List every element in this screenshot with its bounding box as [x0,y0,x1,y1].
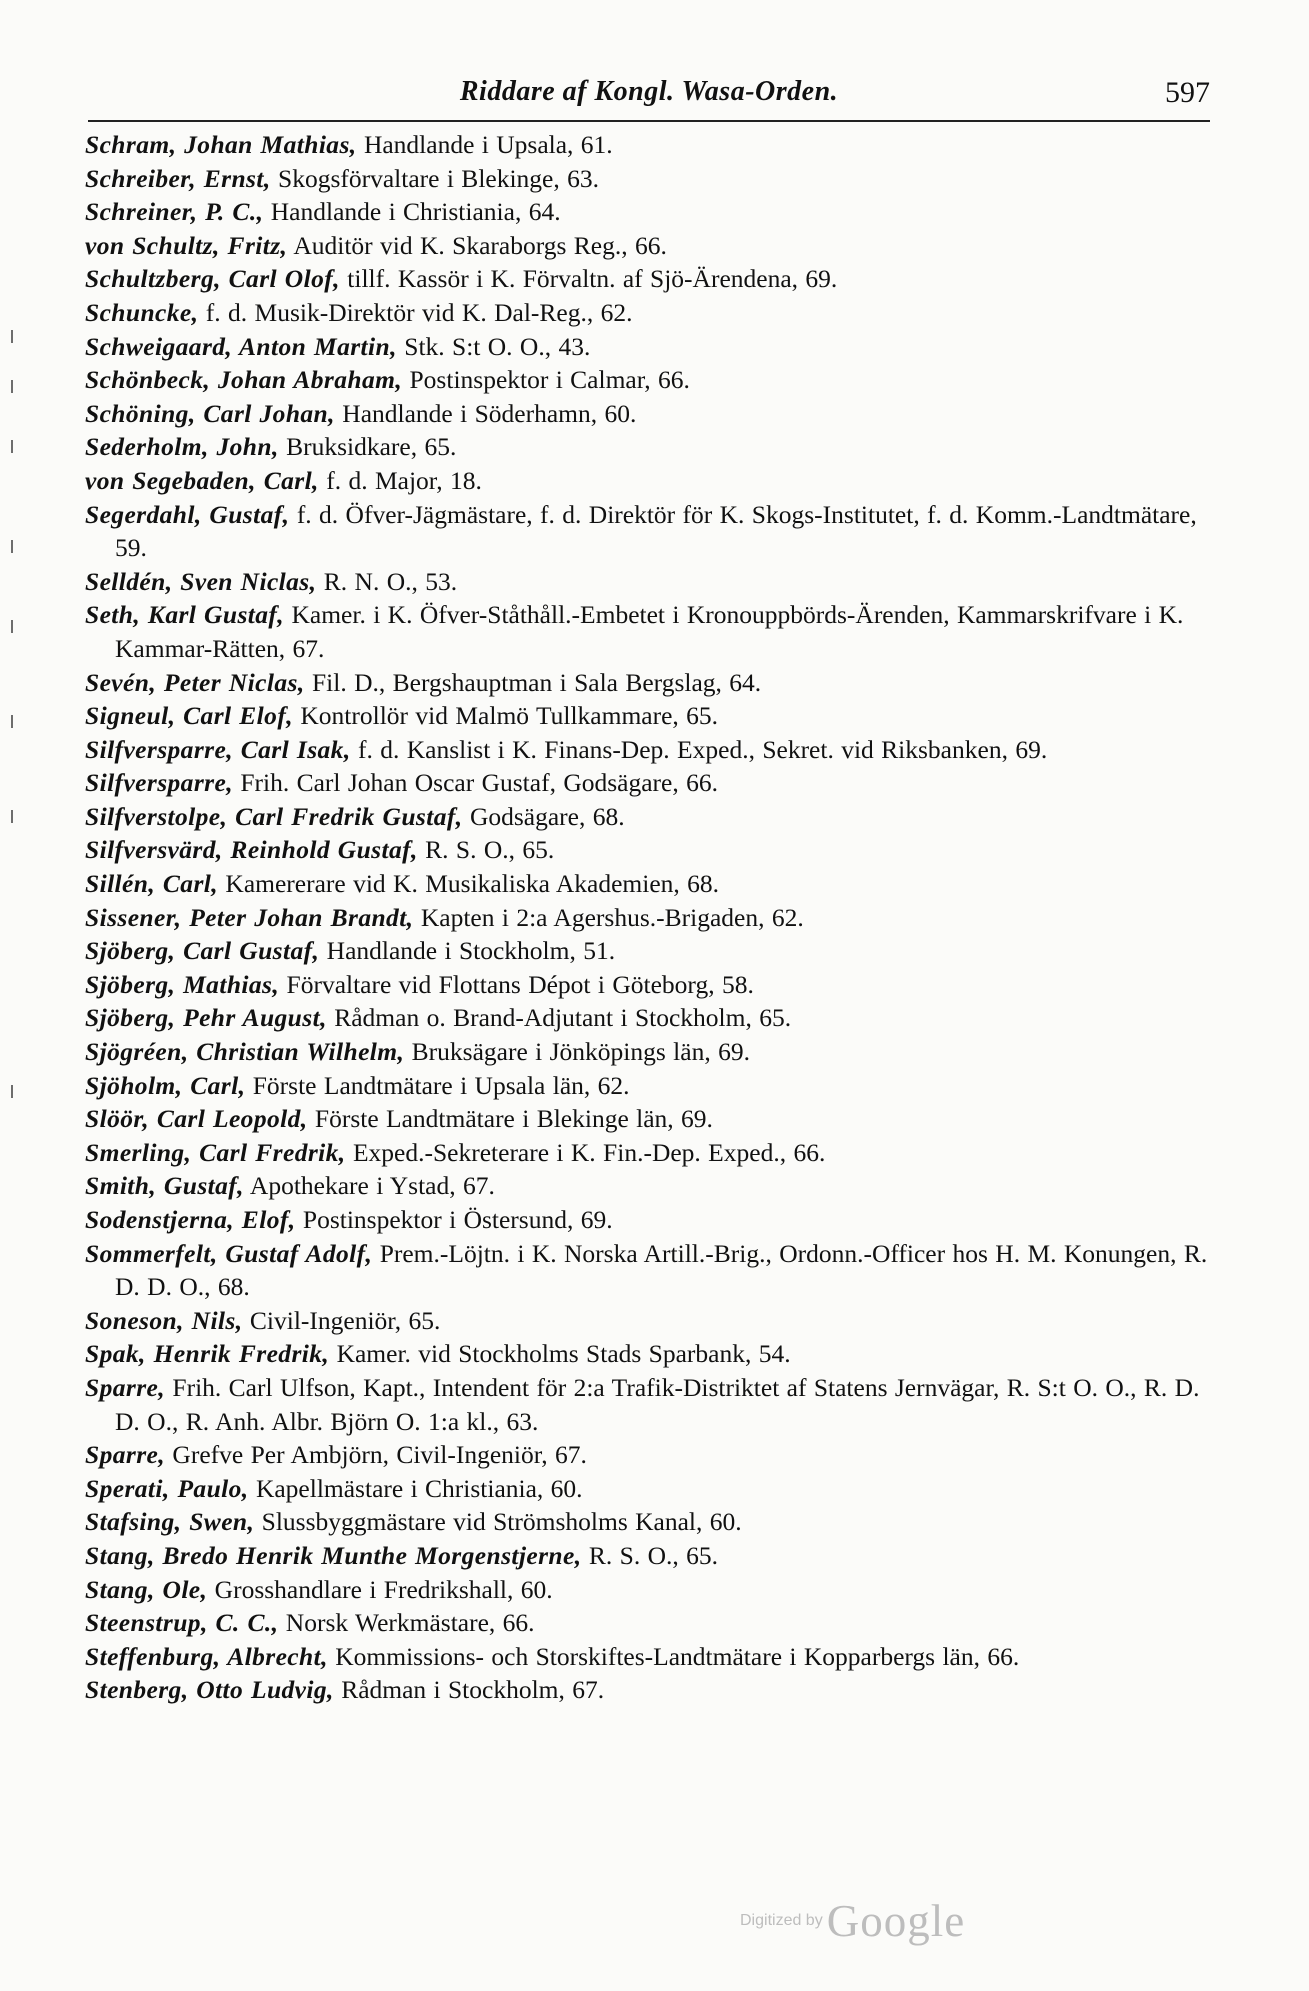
register-entry [85,464,1225,498]
entry-name: Stafsing, Swen, [85,1507,255,1537]
margin-mark [11,715,13,728]
margin-mark [11,810,13,823]
entry-description: Apothekare i Ystad, 67. [249,1171,495,1201]
entry-description: Stk. S:t O. O., 43. [404,331,591,361]
entry-name: Sevén, Peter Niclas, [85,667,305,697]
entry-name: Stang, Bredo Henrik Munthe Morgenstjerne, [85,1540,582,1570]
register-entry [85,766,1225,800]
entry-name: Schweigaard, Anton Martin, [85,331,397,361]
entry-description: tillf. Kassör i K. Förvaltn. af Sjö-Ärendena, 69. [347,264,838,294]
entry-name: Sodenstjerna, Elof, [85,1205,296,1234]
entry-description: Grefve Per Ambjörn, Civil-Ingeniör, 67. [172,1440,587,1470]
entry-description: Förste Landtmätare i Upsala län, 62. [252,1070,630,1100]
register-entry [85,565,1225,599]
register-entry [85,1337,1225,1371]
entry-description: Civil-Ingeniör, 65. [249,1305,441,1335]
register-entry [85,1304,1225,1338]
entry-name: Sparre, [85,1372,166,1402]
register-entry [85,229,1225,263]
entry-description: Kamer. vid Stockholms Stads Sparbank, 54. [336,1339,791,1369]
entry-name: Schram, Johan Mathias, [85,130,357,159]
entry-description: Handlande i Stockholm, 51. [326,936,616,966]
margin-mark [11,330,13,343]
entry-name: Sederholm, John, [85,432,279,462]
entry-name: Stang, Ole, [85,1574,208,1604]
entry-description: Handlande i Söderhamn, 60. [342,398,637,428]
entry-name: Sommerfelt, Gustaf Adolf, [85,1238,373,1268]
entry-description: Kamer. i K. Öfver-Ståthåll.-Embetet i Kronouppbörds-Ärenden, Kammarskrifvare i K. Kammar-Rätten, 67. [115,600,1184,663]
entry-description: Postinspektor i Östersund, 69. [302,1205,613,1234]
register-entry [85,968,1225,1002]
register-entry [85,833,1225,867]
google-wordmark: Google [826,1896,966,1946]
register-entry [85,1640,1225,1674]
margin-mark [11,1085,13,1098]
margin-mark [11,540,13,553]
entry-name: Steenstrup, C. C., [85,1608,279,1638]
entry-description: f. d. Major, 18. [326,465,482,495]
entry-description: Prem.-Löjtn. i K. Norska Artill.-Brig., Ordonn.-Officer hos H. M. Konungen, R. D. D. O., 68. [115,1238,1208,1302]
register-entry [85,1573,1225,1607]
entry-description: Bruksägare i Jönköpings län, 69. [411,1037,750,1067]
entry-description: Kontrollör vid Malmö Tullkammare, 65. [300,701,719,731]
entry-description: Fil. D., Bergshauptman i Sala Bergslag, 64. [312,667,762,697]
entry-name: Sjöberg, Pehr August, [85,1003,327,1033]
entry-name: Sjögréen, Christian Wilhelm, [85,1037,405,1067]
entry-name: Sillén, Carl, [85,869,219,899]
entry-name: Silfversvärd, Reinhold Gustaf, [85,835,418,865]
entry-name: Spak, Henrik Fredrik, [85,1339,330,1369]
entry-description: Norsk Werkmästare, 66. [285,1608,535,1638]
register-entry [85,1035,1225,1069]
register-entry [85,430,1225,464]
entry-name: Schuncke, [85,297,199,327]
register-entry [85,363,1225,397]
entry-description: R. S. O., 65. [425,835,555,865]
register-entry [85,666,1225,700]
entry-description: Handlande i Christiania, 64. [270,197,561,227]
entry-description: Frih. Carl Ulfson, Kapt., Intendent för 2:a Trafik-Distriktet af Statens Jernvägar, R. S:t O. O., R. D. D. O., R. Anh. Albr. Björn O. 1:a kl., 63. [115,1372,1200,1436]
entry-name: Seth, Karl Gustaf, [85,600,285,630]
entry-name: Sparre, [85,1440,166,1470]
register-entry [85,1102,1225,1136]
register-entry [85,1505,1225,1539]
register-entry [85,1169,1225,1203]
entry-description: Förste Landtmätare i Blekinge län, 69. [314,1104,713,1134]
entry-name: Schönbeck, Johan Abraham, [85,365,403,395]
entry-description: Auditör vid K. Skaraborgs Reg., 66. [293,230,667,260]
entry-name: Silfverstolpe, Carl Fredrik Gustaf, [85,801,463,831]
register-entry [85,397,1225,431]
entry-description: Skogsförvaltare i Blekinge, 63. [278,163,599,193]
digitized-by-label: Digitized by [740,1912,823,1929]
entry-description: Rådman i Stockholm, 67. [341,1675,605,1705]
register-entry [85,934,1225,968]
entry-name: Sjöberg, Carl Gustaf, [85,936,320,966]
entry-name: Sjöholm, Carl, [85,1070,246,1100]
entry-name: Schreiner, P. C., [85,197,264,227]
margin-mark [11,440,13,453]
entry-description: R. S. O., 65. [588,1540,718,1570]
entry-name: Silfversparre, Carl Isak, [85,734,351,764]
entry-description: Bruksidkare, 65. [286,432,457,462]
entry-name: Stenberg, Otto Ludvig, [85,1675,334,1705]
register-entry [85,1237,1225,1304]
register-entry [85,867,1225,901]
entry-description: Postinspektor i Calmar, 66. [409,365,690,395]
entry-name: Sissener, Peter Johan Brandt, [85,902,414,932]
register-entry [85,330,1225,364]
margin-mark [11,380,13,393]
entry-name: Steffenburg, Albrecht, [85,1641,328,1671]
register-entry [85,262,1225,296]
register-entry [85,1069,1225,1103]
register-entry [85,1001,1225,1035]
register-entry [85,1606,1225,1640]
entry-name: Smerling, Carl Fredrik, [85,1137,346,1167]
register-entry [85,128,1225,162]
entry-description: Godsägare, 68. [469,801,625,831]
entry-description: f. d. Öfver-Jägmästare, f. d. Direktör för K. Skogs-Institutet, f. d. Komm.-Landtmätare, 59. [115,499,1197,563]
entry-description: f. d. Musik-Direktör vid K. Dal-Reg., 62. [205,297,633,327]
entry-description: Grosshandlare i Fredrikshall, 60. [214,1574,553,1604]
margin-mark [11,620,13,633]
entry-description: Kapellmästare i Christiania, 60. [255,1473,583,1503]
entry-name: von Segebaden, Carl, [85,465,319,495]
register-entry [85,296,1225,330]
register-entry [85,1371,1225,1438]
entry-description: Kamererare vid K. Musikaliska Akademien, 68. [225,869,720,899]
register-entry [85,162,1225,196]
page-header [88,76,1210,122]
register-entry [85,1539,1225,1573]
register-entry [85,1438,1225,1472]
entry-description: Exped.-Sekreterare i K. Fin.-Dep. Exped., 66. [352,1137,826,1167]
register-entry [85,733,1225,767]
register-entry [85,195,1225,229]
register-entry [85,800,1225,834]
register-entry [85,498,1225,565]
page-number: 597 [1165,76,1210,109]
entry-description: Slussbyggmästare vid Strömsholms Kanal, 60. [261,1507,742,1537]
register-entry [85,1673,1225,1707]
entry-description: Förvaltare vid Flottans Dépot i Göteborg, 58. [286,969,754,999]
register-entry [85,598,1225,665]
entry-name: Silfversparre, [85,768,233,798]
entry-description: Kapten i 2:a Agershus.-Brigaden, 62. [420,902,804,932]
running-title: Riddare af Kongl. Wasa-Orden. [459,76,839,107]
entry-name: Sperati, Paulo, [85,1473,249,1503]
entry-description: R. N. O., 53. [323,566,458,596]
entry-name: Schreiber, Ernst, [85,163,271,193]
entry-name: Smith, Gustaf, [85,1171,244,1201]
entry-name: Schöning, Carl Johan, [85,398,335,428]
entry-description: Handlande i Upsala, 61. [363,130,613,159]
entry-name: Schultzberg, Carl Olof, [85,264,340,294]
entry-description: Kommissions- och Storskiftes-Landtmätare i Kopparbergs län, 66. [335,1641,1020,1671]
entry-description: f. d. Kanslist i K. Finans-Dep. Exped., Sekret. vid Riksbanken, 69. [357,734,1048,764]
entry-name: Sjöberg, Mathias, [85,969,280,999]
entry-name: von Schultz, Fritz, [85,230,288,260]
register-entry [85,901,1225,935]
register-entry [85,699,1225,733]
register-entry [85,1136,1225,1170]
entry-name: Soneson, Nils, [85,1305,243,1335]
entry-name: Segerdahl, Gustaf, [85,499,290,529]
entry-name: Selldén, Sven Niclas, [85,566,317,596]
register-entry [85,1472,1225,1506]
entry-description: Rådman o. Brand-Adjutant i Stockholm, 65. [334,1003,792,1033]
register-entry [85,1203,1225,1237]
entry-name: Signeul, Carl Elof, [85,701,293,731]
entry-name: Slöör, Carl Leopold, [85,1104,308,1134]
entry-description: Frih. Carl Johan Oscar Gustaf, Godsägare, 66. [240,768,718,798]
register-entry-list [85,128,1225,1707]
digitized-by-google-watermark [740,1895,1060,1955]
